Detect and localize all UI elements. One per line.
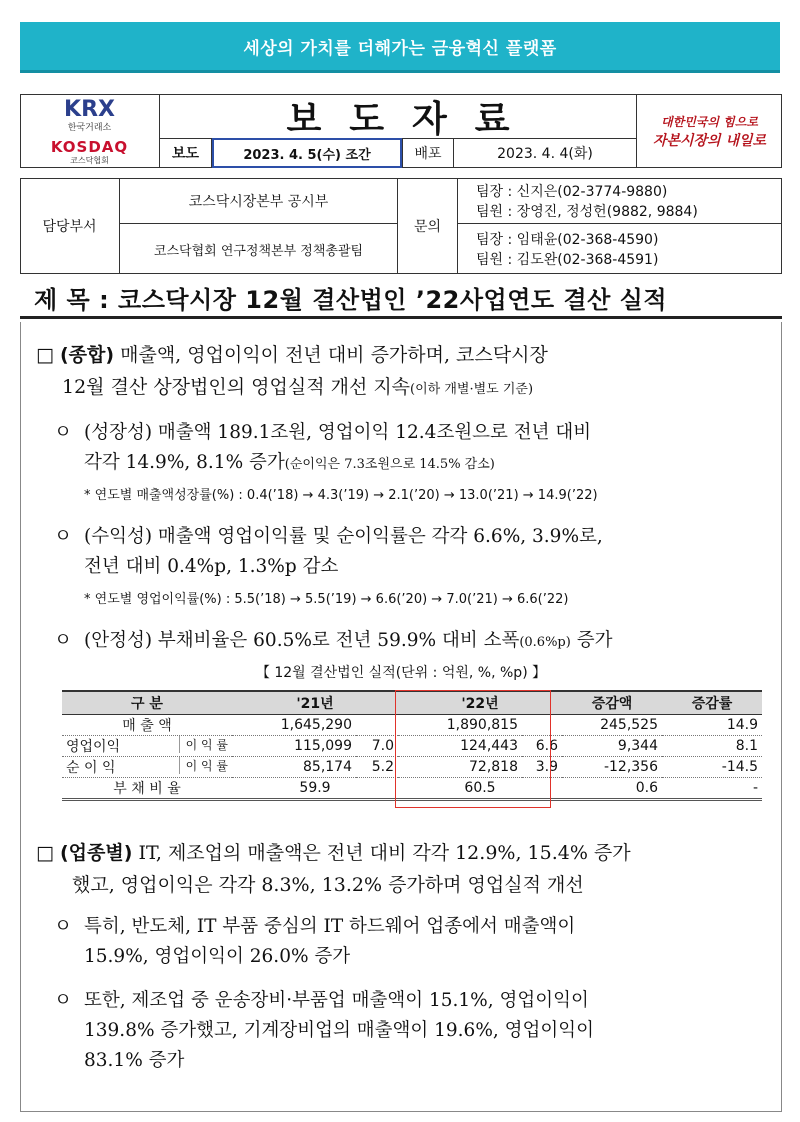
growth-text: 각각 14.9%, 8.1% 증가 — [84, 452, 285, 473]
cell-21-rate: 7.0 — [356, 736, 398, 757]
row-label: 영업이익 — [66, 739, 121, 755]
cell-rate: 14.9 — [662, 715, 762, 736]
cell-22-rate: 6.6 — [522, 736, 562, 757]
cell-21: 1,645,290 — [232, 715, 356, 736]
margin-note: * 연도별 영업이익률(%) : 5.5(’18) → 5.5(’19) → 6.6(’20) → 7.0(’21) → 6.6(’22) — [84, 592, 569, 607]
row-label-cell — [62, 757, 232, 778]
table-caption: 【 12월 결산법인 실적(단위 : 억원, %, %p) 】 — [255, 665, 547, 681]
contact-persons-1 — [458, 178, 782, 224]
contact-persons-2 — [458, 224, 782, 274]
document-title: 제 목 : 코스닥시장 12월 결산법인 ’22사업연도 결산 실적 — [34, 286, 668, 314]
row-label: 순 이 익 — [66, 760, 116, 776]
bullet-icon: ㅇ — [54, 422, 72, 443]
header-cell: '21년 — [232, 691, 398, 715]
sec1-heading: (종합) — [60, 344, 115, 366]
header-cell: 증감액 — [562, 691, 662, 715]
it-line2: 15.9%, 영업이익이 26.0% 증가 — [84, 946, 351, 967]
mfg-line2: 139.8% 증가했고, 기계장비업의 매출액이 19.6%, 영업이익이 — [84, 1020, 595, 1041]
row-sublabel: 이 익 률 — [179, 757, 228, 774]
bullet-icon: ㅇ — [54, 630, 72, 651]
cell-21: 85,174 — [232, 757, 356, 778]
sec2-line1 — [36, 838, 776, 868]
it-line1: 특히, 반도체, IT 부품 중심의 IT 하드웨어 업종에서 매출액이 — [84, 916, 576, 937]
header-cell: 구 분 — [62, 691, 232, 715]
sec1-text: 매출액, 영업이익이 전년 대비 증가하며, 코스닥시장 — [114, 344, 548, 366]
square-bullet: □ — [36, 344, 54, 366]
cell-22: 124,443 — [398, 736, 522, 757]
profit-line1: (수익성) 매출액 영업이익률 및 순이익률은 각각 6.6%, 3.9%로, — [84, 526, 603, 547]
dept-1: 코스닥시장본부 공시부 — [120, 178, 398, 224]
contact-line: 팀장 : 신지은(02-3774-9880) — [476, 183, 668, 200]
dept-2: 코스닥협회 연구정책본부 정책총괄팀 — [120, 224, 398, 274]
krx-logo-sub: 한국거래소 — [67, 122, 112, 133]
kosdaq-logo-text: KOSDAQ — [50, 138, 129, 156]
stability-line — [84, 626, 774, 657]
sec2-line2: 했고, 영업이익은 각각 8.3%, 13.2% 증가하며 영업실적 개선 — [72, 874, 584, 896]
distribution-date: 2023. 4. 4(화) — [497, 146, 593, 162]
contact-line: 팀원 : 김도완(02-368-4591) — [476, 252, 659, 268]
header-cell: '22년 — [398, 691, 562, 715]
row-label: 부 채 비 율 — [62, 778, 232, 800]
krx-logo-text: KRX — [64, 96, 115, 122]
sec1-line2 — [62, 372, 776, 405]
cell-diff: 9,344 — [562, 736, 662, 757]
slogan-line1: 대한민국의 힘으로 — [661, 114, 758, 129]
cell-21-rate: 5.2 — [356, 757, 398, 778]
cell-21: 59.9 — [232, 778, 398, 800]
cell-22: 1,890,815 — [398, 715, 522, 736]
kosdaq-logo-sub: 코스닥협회 — [70, 156, 109, 165]
sec1-text: 12월 결산 상장법인의 영업실적 개선 지속 — [62, 376, 411, 398]
contact-line: 팀장 : 임태윤(02-368-4590) — [476, 232, 659, 248]
release-date: 2023. 4. 5(수) 조간 — [212, 138, 402, 168]
cell-rate: - — [662, 778, 762, 800]
slogan-logo — [636, 94, 782, 168]
mfg-line1: 또한, 제조업 중 운송장비·부품업 매출액이 15.1%, 영업이익이 — [84, 990, 589, 1011]
growth-line2 — [84, 448, 774, 479]
sec1-note: (이하 개별·별도 기준) — [410, 382, 534, 397]
row-label-cell — [62, 736, 232, 757]
krx-logo — [20, 94, 160, 138]
distribution-label: 배포 — [402, 138, 454, 168]
cell-21: 115,099 — [232, 736, 356, 757]
cell-diff: 0.6 — [562, 778, 662, 800]
growth-line1: (성장성) 매출액 189.1조원, 영업이익 12.4조원으로 전년 대비 — [84, 422, 592, 443]
growth-note: (순이익은 7.3조원으로 14.5% 감소) — [284, 457, 495, 472]
contact-line: 팀원 : 장영진, 정성헌(9882, 9884) — [476, 203, 698, 220]
header-cell: 증감률 — [662, 691, 762, 715]
cell-21-rate — [356, 715, 398, 736]
bullet-icon: ㅇ — [54, 916, 72, 937]
stability-note: (0.6%p) — [519, 635, 571, 650]
stability-text: (안정성) 부채비율은 60.5%로 전년 59.9% 대비 소폭 — [84, 630, 520, 651]
stability-end: 증가 — [570, 630, 613, 651]
cell-22: 60.5 — [398, 778, 562, 800]
sales-growth-note: * 연도별 매출액성장률(%) : 0.4(’18) → 4.3(’19) → 2.1(’20) → 13.0(’21) → 14.9(’22) — [84, 488, 598, 503]
title-rule — [20, 316, 782, 319]
inquiry-label: 문의 — [398, 178, 458, 274]
cell-rate: -14.5 — [662, 757, 762, 778]
highlight-2022-column — [395, 690, 551, 808]
sec1-line1 — [36, 340, 776, 370]
bullet-icon: ㅇ — [54, 526, 72, 547]
row-label: 매 출 액 — [62, 715, 232, 736]
sec2-heading: (업종별) — [60, 842, 133, 864]
cell-22-rate: 3.9 — [522, 757, 562, 778]
sec2-text: IT, 제조업의 매출액은 전년 대비 각각 12.9%, 15.4% 증가 — [132, 842, 631, 864]
mfg-line3: 83.1% 증가 — [84, 1050, 185, 1071]
cell-diff: -12,356 — [562, 757, 662, 778]
row-sublabel: 이 익 률 — [179, 736, 228, 753]
cell-diff: 245,525 — [562, 715, 662, 736]
cell-22: 72,818 — [398, 757, 522, 778]
top-banner: 세상의 가치를 더해가는 금융혁신 플랫폼 — [20, 22, 780, 73]
press-release-title: 보도자료 — [286, 98, 538, 140]
kosdaq-logo — [20, 138, 160, 168]
dept-label: 담당부서 — [20, 178, 120, 274]
release-label: 보도 — [160, 138, 212, 168]
bullet-icon: ㅇ — [54, 990, 72, 1011]
square-bullet: □ — [36, 842, 54, 864]
slogan-line2: 자본시장의 내일로 — [652, 132, 767, 149]
profit-line2: 전년 대비 0.4%p, 1.3%p 감소 — [84, 556, 339, 577]
cell-rate: 8.1 — [662, 736, 762, 757]
